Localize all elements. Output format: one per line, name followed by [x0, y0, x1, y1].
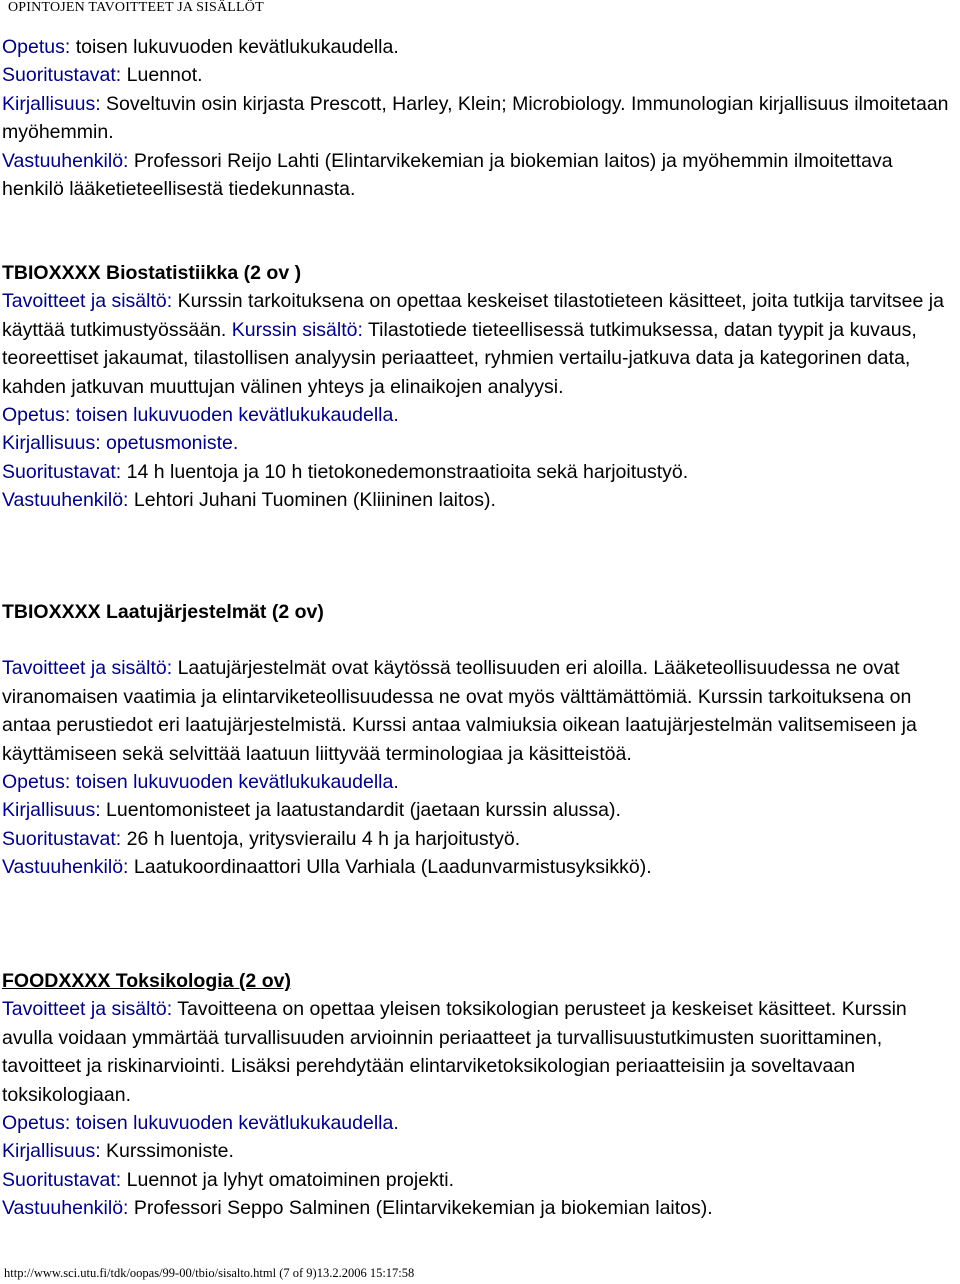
suoritus-label: Suoritustavat:: [2, 64, 122, 87]
opetus-label: Opetus:: [2, 36, 71, 58]
vastuuhenkilo-label: Vastuuhenkilö:: [2, 149, 129, 172]
opetus-text: toisen lukuvuoden kevätlukukaudella.: [70, 1112, 399, 1135]
vastuuhenkilo-text: Lehtori Juhani Tuominen (Kliininen laitos).: [128, 489, 496, 512]
tavoitteet-text: Laatujärjestelmät ovat käytössä teollisuuden eri aloilla. Lääketeollisuudessa ne ovat viranomaisen vaatimia ja elintarviketeollisuudessa ne ovat myös välttämättömiä. Kurssin tarkoituksena on antaa perustiedot eri laatujärjestelmistä. Kurssi antaa valmiuksia oikean laatujärjestelmän valitsemiseen ja käyttämiseen sekä selvittää laatuun liittyvää terminologiaa ja käsitteistöä.: [2, 657, 917, 765]
kirjallisuus-label: Kirjallisuus:: [2, 92, 101, 115]
suoritus-text: 26 h luentoja, yritysvierailu 4 h ja harjoitustyö.: [121, 827, 521, 850]
tavoitteet-text: Tavoitteena on opettaa yleisen toksikologian perusteet ja keskeiset käsitteet. Kurssin avulla voidaan ymmärtää turvallisuuden arvioinnin periaatteet ja turvallisuustutkimusten suorittaminen, tavoitteet ja riskinarviointi. Lisäksi perehdytään elintarviketoksikologian periaatteisiin ja soveltavaan toksikologiaan.: [2, 998, 907, 1106]
sisalto-text: Tilastotiede tieteellisessä tutkimuksessa, datan tyypit ja kuvaus, teoreettiset jakaumat, tilastollisen analyysin periaatteet, ryhmien vertailu-jatkuva data ja kategorinen data, kahden jatkuvan muuttujan välinen yhteys ja elinaikojen analyysi.: [2, 318, 917, 398]
opetus-label: Opetus:: [2, 404, 71, 427]
vastuuhenkilo-label: Vastuuhenkilö:: [2, 856, 129, 879]
suoritus-label: Suoritustavat:: [2, 460, 122, 483]
kirjallisuus-label: Kirjallisuus:: [2, 432, 101, 455]
vastuuhenkilo-label: Vastuuhenkilö:: [2, 1197, 129, 1220]
kirjallisuus-label: Kirjallisuus:: [2, 799, 101, 822]
top-course-details: [2, 33, 958, 203]
suoritus-label: Suoritustavat:: [2, 827, 122, 850]
suoritus-text: Luennot ja lyhyt omatoiminen projekti.: [121, 1168, 455, 1191]
page-header: OPINTOJEN TAVOITTEET JA SISÄLLÖT: [8, 0, 264, 15]
opetus-text: toisen lukuvuoden kevätlukukaudella.: [70, 771, 399, 794]
page-footer-url: http://www.sci.utu.fi/tdk/oopas/99-00/tbio/sisalto.html (7 of 9)13.2.2006 15:17:58: [4, 1266, 415, 1280]
opetus-label: Opetus:: [2, 1112, 71, 1135]
tavoitteet-label: Tavoitteet ja sisältö:: [2, 657, 173, 680]
tavoitteet-label: Tavoitteet ja sisältö:: [2, 998, 173, 1021]
vastuuhenkilo-text: Laatukoordinaattori Ulla Varhiala (Laadunvarmistusyksikkö).: [128, 856, 652, 879]
course-title: FOODXXXX Toksikologia (2 ov): [2, 970, 291, 992]
suoritus-text: Luennot.: [121, 64, 203, 87]
kirjallisuus-text: Soveltuvin osin kirjasta Prescott, Harley, Klein; Microbiology. Immunologian kirjallisuus ilmoitetaan myöhemmin.: [2, 92, 949, 144]
kirjallisuus-label: Kirjallisuus:: [2, 1140, 101, 1163]
suoritus-text: 14 h luentoja ja 10 h tietokonedemonstraatioita sekä harjoitustyö.: [121, 460, 689, 483]
vastuuhenkilo-label: Vastuuhenkilö:: [2, 489, 129, 512]
kirjallisuus-text: opetusmoniste.: [100, 432, 239, 455]
sisalto-label: Kurssin sisältö:: [226, 318, 363, 341]
vastuuhenkilo-text: Professori Reijo Lahti (Elintarvikekemian ja biokemian laitos) ja myöhemmin ilmoitettava henkilö lääketieteellisestä tiedekunnasta.: [2, 149, 893, 201]
opetus-text: toisen lukuvuoden kevätlukukaudella.: [70, 36, 399, 58]
opetus-text: toisen lukuvuoden kevätlukukaudella.: [70, 404, 399, 427]
suoritus-label: Suoritustavat:: [2, 1168, 122, 1191]
kirjallisuus-text: Kurssimoniste.: [100, 1140, 234, 1163]
course-toksikologia: [2, 967, 958, 1223]
course-title: TBIOXXXX Laatujärjestelmät (2 ov): [2, 601, 324, 623]
vastuuhenkilo-text: Professori Seppo Salminen (Elintarvikekemian ja biokemian laitos).: [128, 1197, 713, 1220]
tavoitteet-label: Tavoitteet ja sisältö:: [2, 290, 173, 313]
course-biostatistiikka: [2, 259, 958, 515]
course-laatujarjestelmat: [2, 598, 958, 882]
opetus-label: Opetus:: [2, 771, 71, 794]
tavoitteet-text: Kurssin tarkoituksena on opettaa keskeiset tilastotieteen käsitteet, joita tutkija tarvitsee ja käyttää tutkimustyössään.: [2, 290, 944, 341]
kirjallisuus-text: Luentomonisteet ja laatustandardit (jaetaan kurssin alussa).: [100, 799, 621, 822]
course-title: TBIOXXXX Biostatistiikka (2 ov ): [2, 262, 302, 284]
